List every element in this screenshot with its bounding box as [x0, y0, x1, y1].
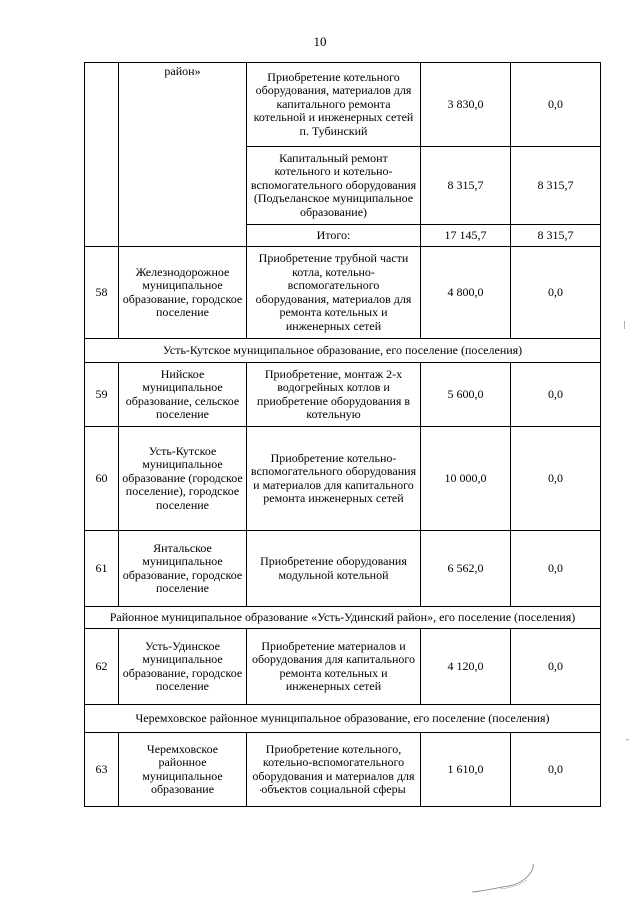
second-amount-cell: 0,0	[511, 733, 601, 807]
section-title: Районное муниципальное образование «Усть-Удинский район», его поселение (поселения)	[85, 607, 601, 629]
section-title: Черемховское районное муниципальное образование, его поселение (поселения)	[85, 705, 601, 733]
total-amount-cell: 17 145,7	[421, 225, 511, 247]
row-number-cell: 61	[85, 531, 119, 607]
second-amount-cell: 0,0	[511, 247, 601, 339]
name-cell: район»	[119, 63, 247, 247]
row-number-cell	[85, 63, 119, 247]
margin-mark: -	[626, 735, 629, 744]
purpose-cell: Приобретение котельного, котельно-вспомогательного оборудования и материалов для объектов социальной сферы	[247, 733, 421, 807]
row-number-cell: 58	[85, 247, 119, 339]
second-amount-cell: 8 315,7	[511, 147, 601, 225]
second-amount-cell: 0,0	[511, 363, 601, 427]
name-cell: Железнодорожное муниципальное образование, городское поселение	[119, 247, 247, 339]
table-row	[85, 427, 601, 531]
total-amount-cell: 3 830,0	[421, 63, 511, 147]
row-number-cell: 60	[85, 427, 119, 531]
purpose-cell: Приобретение котельно-вспомогательного оборудования и материалов для капитального ремонта инженерных сетей	[247, 427, 421, 531]
total-amount-cell: 4 800,0	[421, 247, 511, 339]
total-label-cell: Итого:	[247, 225, 421, 247]
name-cell: Нийское муниципальное образование, сельское поселение	[119, 363, 247, 427]
section-row	[85, 607, 601, 629]
purpose-cell: Приобретение трубной части котла, котельно-вспомогательного оборудования, материалов для ремонта котельных и инженерных сетей	[247, 247, 421, 339]
total-amount-cell: 1 610,0	[421, 733, 511, 807]
second-amount-cell: 0,0	[511, 427, 601, 531]
table-row	[85, 733, 601, 807]
table-row	[85, 363, 601, 427]
name-cell: Усть-Кутское муниципальное образование (городское поселение), городское поселение	[119, 427, 247, 531]
second-amount-cell: 0,0	[511, 63, 601, 147]
second-amount-cell: 0,0	[511, 629, 601, 705]
purpose-cell: Приобретение, монтаж 2-х водогрейных котлов и приобретение оборудования в котельную	[247, 363, 421, 427]
section-row	[85, 705, 601, 733]
total-amount-cell: 6 562,0	[421, 531, 511, 607]
purpose-cell: Приобретение оборудования модульной котельной	[247, 531, 421, 607]
total-amount-cell: 5 600,0	[421, 363, 511, 427]
purpose-cell: Капитальный ремонт котельного и котельно-вспомогательного оборудования (Подъеланское муниципальное образование)	[247, 147, 421, 225]
stray-dot: ·	[259, 786, 263, 797]
row-number-cell: 62	[85, 629, 119, 705]
name-cell: Усть-Удинское муниципальное образование, городское поселение	[119, 629, 247, 705]
funding-table	[84, 62, 601, 807]
table-row	[85, 629, 601, 705]
name-cell: Янтальское муниципальное образование, городское поселение	[119, 531, 247, 607]
purpose-cell: Приобретение котельного оборудования, материалов для капитального ремонта котельной и инженерных сетей п. Тубинский	[247, 63, 421, 147]
table-row	[85, 63, 601, 147]
page-number: 10	[313, 34, 327, 49]
row-number-cell: 63	[85, 733, 119, 807]
total-amount-cell: 4 120,0	[421, 629, 511, 705]
table-row	[85, 247, 601, 339]
row-number-cell: 59	[85, 363, 119, 427]
section-title: Усть-Кутское муниципальное образование, его поселение (поселения)	[85, 339, 601, 363]
second-amount-cell: 8 315,7	[511, 225, 601, 247]
total-amount-cell: 8 315,7	[421, 147, 511, 225]
signature-icon	[470, 858, 550, 898]
second-amount-cell: 0,0	[511, 531, 601, 607]
section-row	[85, 339, 601, 363]
total-amount-cell: 10 000,0	[421, 427, 511, 531]
purpose-cell: Приобретение материалов и оборудования для капитального ремонта котельных и инженерных сетей	[247, 629, 421, 705]
name-cell: Черемховское районное муниципальное образование	[119, 733, 247, 807]
margin-mark: |	[624, 320, 626, 329]
table-row	[85, 531, 601, 607]
